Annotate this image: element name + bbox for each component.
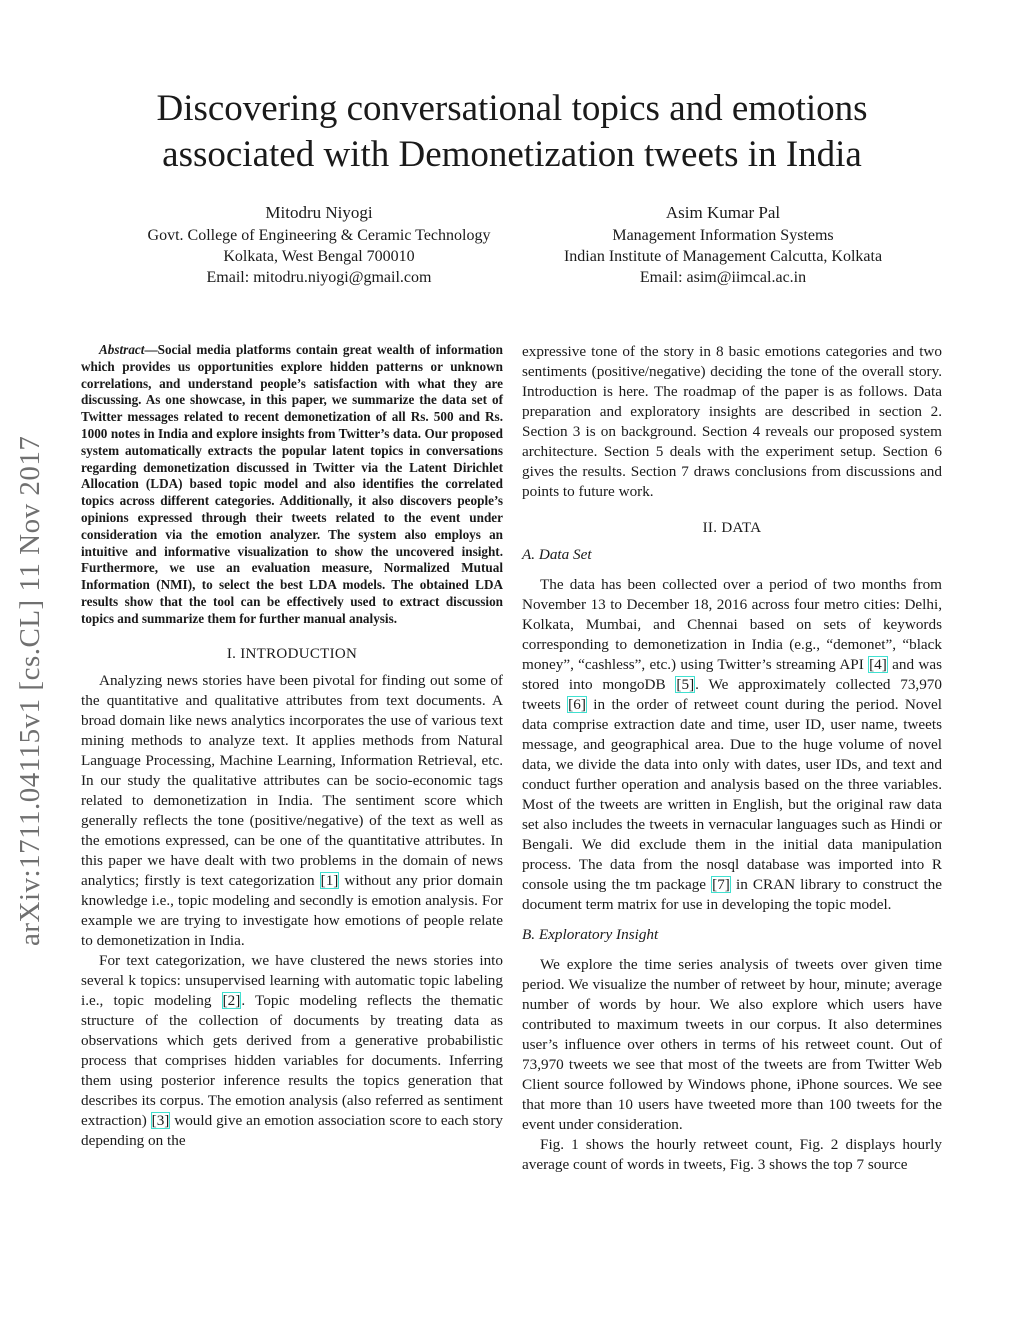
author-name: Mitodru Niyogi xyxy=(265,203,373,222)
author-block-1 xyxy=(110,202,528,288)
citation-link[interactable]: [1] xyxy=(320,871,339,889)
intro-continuation: expressive tone of the story in 8 basic emotions categories and two sentiments (positive/negative) deciding the tone of the overall story. Introduction is here. The roadmap of the paper is as follows. Data preparation and exploratory insights are described in section 2. Section 3 is on background. Section 4 reveals our proposed system architecture. Section 5 deals with the experiment setup. Section 6 gives the results. Section 7 draws conclusions from discussions and points to future work. xyxy=(522,343,942,500)
exploratory-paragraph: We explore the time series analysis of tweets over given time period. We visualize the number of retweet by hour, minute; average number of words by hour. We also explore which users have contributed to maximum tweets in our corpus. It also determines user’s influence over others in terms of his retweet count. Out of 73,970 tweets we see that most of the tweets are from Twitter Web Client source followed by Windows phone, iPhone sources. We see that more than 10 users have tweeted more than 100 tweets for the event under consideration. xyxy=(522,956,942,1133)
author-affiliation: Govt. College of Engineering & Ceramic Technology xyxy=(147,227,491,244)
data-set-paragraph: The data has been collected over a period of two months from November 13 to December 18, 2016 across four metro cities: Delhi, Kolkata, Mumbai, and Chennai based on sets of keywords corresponding to demonetization in India (e.g., “demonet”, “black money”, “cashless”, etc.) using Twitter’s streaming API [4] and was stored into mongoDB [5]. We approximately collected 73,970 tweets [6] in the order of retweet count during the period. Novel data comprise extraction date and time, user ID, user name, tweets message, and geographical area. Due to the huge volume of novel data, we divide the data into only with dates, user IDs, and text and conduct further operation and analysis based on the three variables. Most of the tweets are written in English, but the original raw data set also includes the tweets in vernacular languages such as Hindi or Bengali. We did exclude them in the initial data manipulation process. The data from the nosql database was imported into R console using the tm package [7] in CRAN library to construct the document term matrix for use in developing the topic model. xyxy=(522,576,943,913)
author-block-2 xyxy=(540,202,906,288)
right-column xyxy=(522,342,942,1175)
citation-link[interactable]: [7] xyxy=(712,876,730,893)
citation-link[interactable]: [4] xyxy=(869,656,887,673)
intro-paragraph-1: Analyzing news stories have been pivotal for finding out some of the quantitative and qualitative attributes from text documents. A broad domain like news analytics incorporates the use of various text mining methods to analyze text. It applies methods from Natural Language Processing, Machine Learning, Information Retrieval, etc. In our study the qualitative attributes can be socio-economic tags related to demonetization in India. The sentiment score which generally reflects the tone (positive/negative) of the text as well as the emotions expressed, can be one of the quantitative attributes. In this paper we have dealt with two problems in the domain of news analytics; firstly is text categorization [1] without any prior domain knowledge i.e., topic modeling and secondly is emotion analysis. For example we are trying to investigate how emotions of people relate to demonetization in India. xyxy=(81,671,503,949)
abstract-label: Abstract xyxy=(99,342,145,357)
subsection-heading-data-set: A. Data Set xyxy=(522,546,592,563)
section-heading-introduction: I. INTRODUCTION xyxy=(226,645,358,662)
abstract xyxy=(81,342,503,628)
author-affiliation: Management Information Systems xyxy=(612,227,834,244)
author-address: Indian Institute of Management Calcutta, Kolkata xyxy=(563,248,883,265)
paper-title: Discovering conversational topics and emotions associated with Demonetization tweets in India xyxy=(156,88,868,175)
arxiv-stamp: arXiv:1711.04115v1 [cs.CL] 11 Nov 2017 xyxy=(14,435,46,946)
author-email: Email: asim@iimcal.ac.in xyxy=(639,269,807,286)
subsection-heading-exploratory-insight: B. Exploratory Insight xyxy=(522,926,659,943)
citation-link[interactable]: [6] xyxy=(568,696,586,713)
intro-paragraph-2: For text categorization, we have clustered the news stories into several k topics: unsupervised learning with automatic topic labeling i.e., topic modeling [2]. Topic modeling reflects the thematic structure of the collection of documents by treating data as observations which gets derived from a generative probabilistic process that comprises hidden variables for documents. Inferring them using posterior inference results the topics generation that describes its corpus. The emotion analysis (also referred as sentiment extraction) [3] would give an emotion association score to each story depending on the xyxy=(81,951,503,1149)
citation-link[interactable]: [5] xyxy=(676,676,695,693)
figures-paragraph: Fig. 1 shows the hourly retweet count, Fig. 2 displays hourly average count of words in tweets, Fig. 3 shows the top 7 source xyxy=(522,1136,942,1173)
abstract-text: Social media platforms contain great wealth of information which provides us opportunities explore hidden patterns or unknown correlations, and understand people’s satisfaction with what they are discussing. As one showcase, in this paper, we summarize the data set of Twitter messages related to recent demonetization of all Rs. 500 and Rs. 1000 notes in India and explore insights from Twitter’s data. Our proposed system automatically extracts the popular latent topics in conversations regarding demonetization discussed in Twitter via the Latent Dirichlet Allocation (LDA) based topic model and also identifies the correlated topics across different categories. Additionally, it also discovers people’s opinions expressed through their tweets related to the event under consideration via the emotion analyzer. The system also employs an intuitive and informative visualization to show the uncovered insight. Furthermore, we use an evaluation measure, Normalized Mutual Information (NMI), to select the best LDA models. The obtained LDA results show that the tool can be effectively used to extract discussion topics and summarize them for further manual analysis. xyxy=(81,342,503,626)
citation-link[interactable]: [3] xyxy=(151,1111,170,1129)
author-email: Email: mitodru.niyogi@gmail.com xyxy=(206,269,432,286)
section-heading-data: II. DATA xyxy=(702,520,762,536)
author-address: Kolkata, West Bengal 700010 xyxy=(223,248,415,265)
author-name: Asim Kumar Pal xyxy=(665,203,781,222)
abstract-dash: — xyxy=(144,342,158,357)
citation-link[interactable]: [2] xyxy=(222,991,241,1009)
left-column xyxy=(81,342,503,1151)
